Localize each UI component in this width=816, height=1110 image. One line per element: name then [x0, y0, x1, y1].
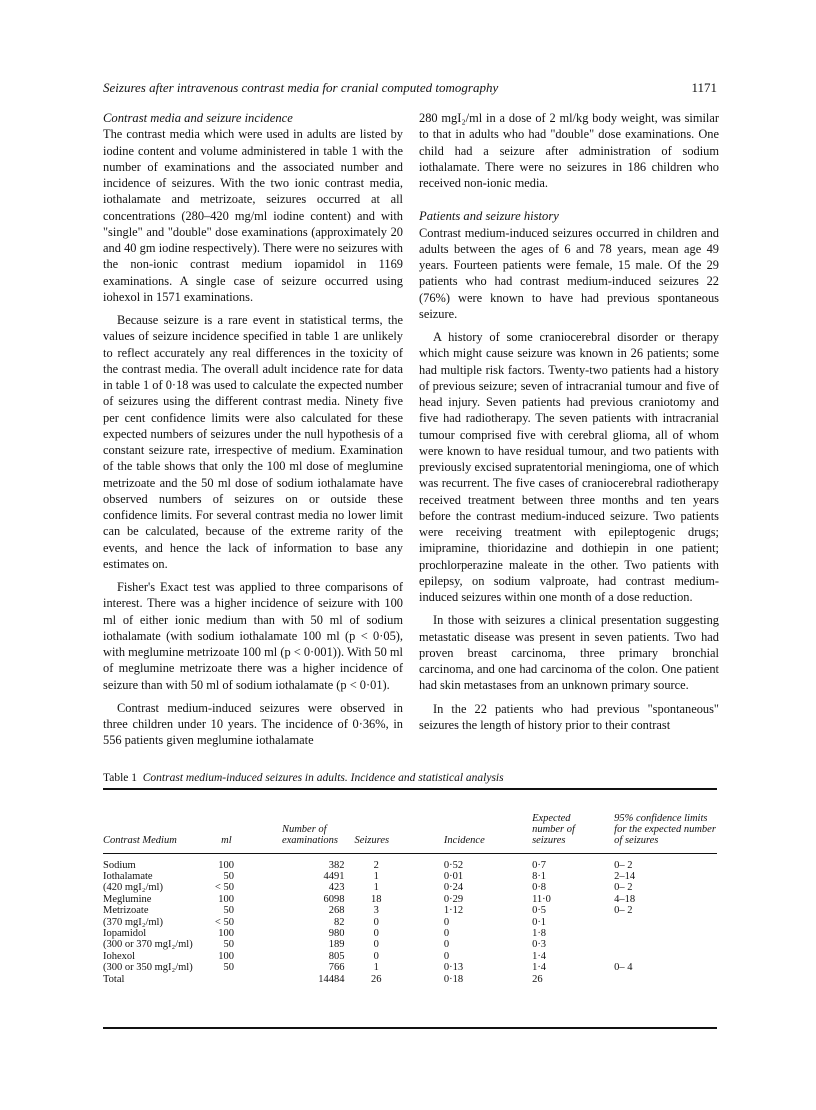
cell-expected: 0·8	[532, 882, 547, 894]
paragraph: Because seizure is a rare event in statistical terms, the values of seizure incidence specified in table 1 are unlikely to reflect accurately any real differences in the toxicity of the contrast media. The overall adult incidence rate for data in table 1 of 0·18 was used to calculate the expected number of seizures using the different contrast media. Ninety five per cent confidence limits were also calculated for these expected numbers of seizures under the null hypothesis of a constant seizure rate, irrespective of medium. Examination of the table shows that only the 100 ml dose of meglumine metrizoate and the 50 ml dose of sodium iothalamate have observed numbers of seizures on or outside these confidence limits. For several contrast media no lower limit can be calculated, because of the extreme rarity of the events, and hence the lack of information to base any estimates on.	[103, 313, 403, 571]
cell-expected: 0·5	[532, 905, 547, 917]
table-bottom-rule	[103, 1027, 717, 1029]
running-title: Seizures after intravenous contrast media for cranial computed tomography	[103, 80, 499, 95]
table-row	[103, 928, 717, 939]
cell-ml: 50	[223, 939, 234, 951]
cell-medium: (300 or 350 mgI₂/ml)	[103, 962, 193, 974]
cell-examinations: 14484	[318, 973, 345, 985]
cell-ml: 100	[218, 928, 234, 940]
right-column	[419, 110, 719, 733]
paragraph: 280 mgI₂/ml in a dose of 2 ml/kg body weight, was similar to that in adults who had "double" dose examinations. One child had a seizure after administration of sodium iothalamate. There were no seizures in 186 children who received non-ionic media.	[419, 111, 719, 190]
cell-examinations: 6098	[323, 893, 345, 905]
cell-incidence: 0·29	[443, 893, 464, 905]
col-header: 95% confidence limits for the expected number of seizures	[614, 813, 716, 846]
cell-confidence	[594, 939, 717, 950]
paragraph: Fisher's Exact test was applied to three comparisons of interest. There was a higher incidence of seizure with 100 ml of either ionic medium than with 50 ml of sodium iothalamate (with sodium iothalamate 100 ml (p < 0·05), with meglumine metrizoate 100 ml (p < 0·001)). With 50 ml of meglumine metrizoate there was a higher incidence of seizure than with 50 ml of sodium iothalamate (p < 0·01).	[103, 580, 403, 692]
cell-seizures: 3	[373, 905, 379, 917]
cell-seizures: 0	[373, 939, 379, 951]
cell-seizures: 0	[373, 928, 379, 940]
page-number: 1171	[691, 80, 717, 95]
cell-examinations: 980	[328, 928, 345, 940]
col-header: Expected number of seizures	[532, 813, 575, 846]
cell-incidence: 0	[443, 916, 450, 928]
cell-ml: 100	[218, 893, 234, 905]
cell-seizures: 0	[373, 916, 379, 928]
cell-expected: 1·8	[532, 928, 547, 940]
cell-medium: Total	[103, 973, 125, 985]
paragraph: In those with seizures a clinical presentation suggesting metastatic disease was present in seven patients. Two had proven breast carcinoma, three primary bronchial carcinoma, and one had carcinoma of the colon. One patient had skin metastases from an unknown primary source.	[419, 613, 719, 693]
cell-incidence: 0·52	[443, 859, 464, 871]
table-header-row	[103, 795, 717, 853]
cell-examinations: 766	[328, 962, 345, 974]
cell-expected: 26	[532, 973, 543, 985]
cell-ml: 50	[223, 905, 234, 917]
cell-medium: Iohexol	[103, 950, 136, 962]
cell-examinations: 423	[328, 882, 345, 894]
cell-seizures: 26	[370, 973, 382, 985]
cell-medium: (420 mgI₂/ml)	[103, 882, 163, 894]
table-row	[103, 939, 717, 950]
cell-ml: 100	[218, 859, 234, 871]
table-row	[103, 894, 717, 905]
cell-expected: 8·1	[532, 871, 547, 882]
cell-examinations: 82	[333, 916, 345, 928]
cell-expected: 0·3	[532, 939, 547, 951]
col-header: ml	[221, 835, 232, 846]
cell-medium: Iopamidol	[103, 928, 147, 940]
table-row	[103, 905, 717, 916]
cell-examinations: 4491	[323, 871, 345, 882]
table-row	[103, 974, 717, 985]
cell-ml: < 50	[214, 882, 234, 894]
table-row	[103, 962, 717, 973]
cell-expected: 11·0	[532, 893, 551, 905]
col-header: Seizures	[354, 835, 390, 846]
table-row	[103, 853, 717, 871]
cell-examinations: 382	[328, 859, 345, 871]
cell-medium: Metrizoate	[103, 905, 149, 917]
cell-medium: (370 mgI₂/ml)	[103, 916, 163, 928]
cell-medium: Meglumine	[103, 893, 152, 905]
cell-expected: 1·4	[532, 950, 547, 962]
cell-confidence: 0– 2	[614, 859, 633, 871]
cell-ml: 50	[223, 871, 234, 882]
col-header: Number of examinations	[281, 824, 338, 846]
cell-ml: < 50	[214, 916, 234, 928]
cell-examinations: 805	[328, 950, 345, 962]
cell-confidence	[594, 917, 717, 928]
cell-confidence: 2–14	[614, 871, 636, 882]
paragraph: Contrast medium-induced seizures were observed in three children under 10 years. The incidence of 0·36%, in 556 patients given meglumine iothalamate	[103, 700, 403, 748]
cell-ml	[197, 974, 234, 985]
cell-incidence: 0	[443, 950, 450, 962]
cell-confidence: 0– 2	[614, 905, 633, 917]
cell-medium: Sodium	[103, 859, 136, 871]
paragraph: Contrast medium-induced seizures occurred in children and adults between the ages of 6 and 78 years, mean age 49 years. Fourteen patients were female, 15 male. Of the 29 patients who had contrast medium-induced seizures 22 (76%) were known to have had previous spontaneous seizure.	[419, 225, 719, 321]
cell-confidence: 0– 2	[614, 882, 633, 894]
cell-examinations: 268	[328, 905, 345, 917]
paragraph: The contrast media which were used in adults are listed by iodine content and volume administered in table 1 with the number of examinations and the associated number and incidence of seizures. With the two ionic contrast media, iothalamate and metrizoate, seizures occurred at all concentrations (280–420 mg/ml iodine content) and with "single" and "double" dose examinations (approximately 20 and 40 gm iodine respectively). There were no seizures with the non-ionic contrast medium iopamidol in 1169 examinations. A single case of seizure occurred using iohexol in 1571 examinations.	[103, 127, 403, 304]
col-header: Incidence	[443, 835, 485, 846]
cell-incidence: 0·01	[443, 871, 464, 882]
cell-incidence: 0·13	[443, 962, 464, 974]
cell-ml: 100	[218, 950, 234, 962]
results-table	[103, 795, 717, 985]
cell-ml: 50	[223, 962, 234, 974]
cell-examinations: 189	[328, 939, 345, 951]
paragraph: A history of some craniocerebral disorder or therapy which might cause seizure was known in 26 patients; some had multiple risk factors. Twenty-two patients had a history of previous seizure; seven of intracranial tumour and five of head injury. Seven patients had previous craniotomy and five had radiotherapy. The seven patients with intracranial tumour comprised five with cerebral glioma, all of whom were known to have residual tumour, and two patients with previously excised supratentorial meningioma, one of which was recurrent. The five cases of craniocerebral radiotherapy received treatment between three months and ten years before the contrast medium-induced seizure. Two patients were receiving treatment with epileptogenic drugs; imipramine, thioridazine and dothiepin in one patient; prochlorperazine maleate in the other. Two patients with epilepsy, on sodium valproate, had contrast medium-induced seizures within one month of a dose reduction.	[419, 330, 719, 604]
cell-incidence: 0	[443, 939, 450, 951]
table-row	[103, 882, 717, 893]
cell-seizures: 18	[370, 893, 382, 905]
table-row	[103, 871, 717, 882]
cell-incidence: 0·24	[443, 882, 464, 894]
cell-seizures: 1	[373, 882, 379, 894]
cell-expected: 1·4	[532, 962, 547, 974]
cell-confidence	[594, 951, 717, 962]
table-top-rule	[103, 788, 717, 790]
cell-seizures: 0	[373, 950, 379, 962]
cell-incidence: 0·18	[443, 973, 464, 985]
cell-medium: Iothalamate	[103, 871, 153, 882]
left-column	[103, 110, 403, 749]
cell-incidence: 1·12	[443, 905, 464, 917]
cell-seizures: 2	[373, 859, 379, 871]
cell-seizures: 1	[373, 871, 379, 882]
paragraph: In the 22 patients who had previous "spontaneous" seizures the length of history prior to their contrast	[419, 701, 719, 732]
table-row	[103, 951, 717, 962]
cell-confidence	[594, 928, 717, 939]
cell-incidence: 0	[443, 928, 450, 940]
table-row	[103, 917, 717, 928]
table-caption	[103, 772, 504, 784]
cell-expected: 0·7	[532, 859, 547, 871]
cell-confidence	[594, 974, 717, 985]
section-heading: Contrast media and seizure incidence	[103, 111, 293, 125]
cell-expected: 0·1	[532, 916, 547, 928]
cell-confidence: 0– 4	[614, 962, 633, 974]
table-caption-text: Contrast medium-induced seizures in adults. Incidence and statistical analysis	[142, 772, 504, 784]
section-heading: Patients and seizure history	[419, 209, 559, 224]
table-label: Table 1	[103, 772, 138, 784]
cell-confidence: 4–18	[614, 893, 636, 905]
cell-seizures: 1	[373, 962, 379, 974]
col-header: Contrast Medium	[103, 835, 177, 846]
cell-medium: (300 or 370 mgI₂/ml)	[103, 939, 193, 951]
